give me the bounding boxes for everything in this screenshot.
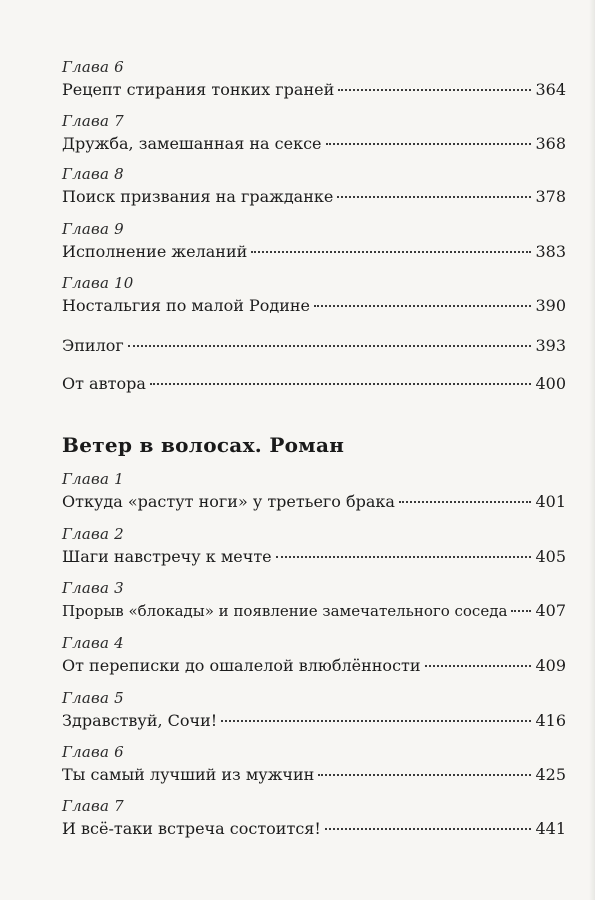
toc-entry-title: Эпилог xyxy=(62,336,124,355)
leader-dots xyxy=(276,556,532,558)
toc-entry-title: От переписки до ошалелой влюблённости xyxy=(62,656,421,675)
toc-entry-page: 405 xyxy=(535,547,566,566)
toc-entry-page: 401 xyxy=(535,492,566,511)
toc-entry-page: 368 xyxy=(535,134,566,153)
toc-entry-page: 383 xyxy=(535,242,566,261)
chapter-label: Глава 9 xyxy=(62,220,124,238)
leader-dots xyxy=(251,251,531,253)
toc-entry-title: Шаги навстречу к мечте xyxy=(62,547,272,566)
toc-entry xyxy=(62,711,566,730)
toc-entry xyxy=(62,187,566,206)
toc-entry-page: 393 xyxy=(535,336,566,355)
toc-entry-title: Здравствуй, Сочи! xyxy=(62,711,218,730)
toc-entry xyxy=(62,80,566,99)
toc-entry-title: Исполнение желаний xyxy=(62,242,248,261)
toc-entry xyxy=(62,547,566,566)
page-edge-shadow xyxy=(589,0,595,900)
leader-dots xyxy=(128,345,532,347)
leader-dots xyxy=(338,89,531,91)
section-title: Ветер в волосах. Роман xyxy=(62,433,345,457)
toc-entry-title: Дружба, замешанная на сексе xyxy=(62,134,322,153)
toc-entry-page: 407 xyxy=(535,601,566,620)
toc-entry-page: 409 xyxy=(535,656,566,675)
toc-entry-page: 425 xyxy=(535,765,566,784)
toc-entry xyxy=(62,296,566,315)
toc-entry xyxy=(62,134,566,153)
toc-entry-title: Рецепт стирания тонких граней xyxy=(62,80,335,99)
chapter-label: Глава 5 xyxy=(62,689,124,707)
leader-dots xyxy=(337,196,531,198)
chapter-label: Глава 10 xyxy=(62,274,134,292)
toc-entry-page: 390 xyxy=(535,296,566,315)
leader-dots xyxy=(425,665,532,667)
chapter-label: Глава 7 xyxy=(62,112,124,130)
toc-entry-page: 416 xyxy=(535,711,566,730)
toc-entry-title: Ты самый лучший из мужчин xyxy=(62,765,315,784)
toc-entry-title: Откуда «растут ноги» у третьего брака xyxy=(62,492,395,511)
toc-entry xyxy=(62,242,566,261)
toc-entry xyxy=(62,492,566,511)
chapter-label: Глава 4 xyxy=(62,634,124,652)
chapter-label: Глава 1 xyxy=(62,470,124,488)
leader-dots xyxy=(318,774,531,776)
leader-dots xyxy=(150,383,532,385)
chapter-label: Глава 6 xyxy=(62,743,124,761)
leader-dots xyxy=(325,828,532,830)
chapter-label: Глава 2 xyxy=(62,525,124,543)
toc-entry-page: 400 xyxy=(535,374,566,393)
toc-entry-title: Прорыв «блокады» и появление замечательного соседа xyxy=(62,602,508,620)
toc-entry-page: 441 xyxy=(535,819,566,838)
leader-dots xyxy=(511,610,531,612)
toc-entry-title: От автора xyxy=(62,374,146,393)
toc-entry-author xyxy=(62,374,566,393)
toc-entry xyxy=(62,819,566,838)
leader-dots xyxy=(221,720,531,722)
chapter-label: Глава 6 xyxy=(62,58,124,76)
toc-entry xyxy=(62,765,566,784)
chapter-label: Глава 7 xyxy=(62,797,124,815)
toc-entry-page: 378 xyxy=(535,187,566,206)
toc-entry-title: Поиск призвания на гражданке xyxy=(62,187,334,206)
toc-entry-title: И всё-таки встреча состоится! xyxy=(62,819,321,838)
chapter-label: Глава 8 xyxy=(62,165,124,183)
leader-dots xyxy=(326,143,532,145)
toc-entry-page: 364 xyxy=(535,80,566,99)
leader-dots xyxy=(399,501,531,503)
toc-entry-title: Ностальгия по малой Родине xyxy=(62,296,310,315)
toc-entry-epilogue xyxy=(62,336,566,355)
toc-entry xyxy=(62,601,566,620)
leader-dots xyxy=(314,305,531,307)
toc-entry xyxy=(62,656,566,675)
chapter-label: Глава 3 xyxy=(62,579,124,597)
